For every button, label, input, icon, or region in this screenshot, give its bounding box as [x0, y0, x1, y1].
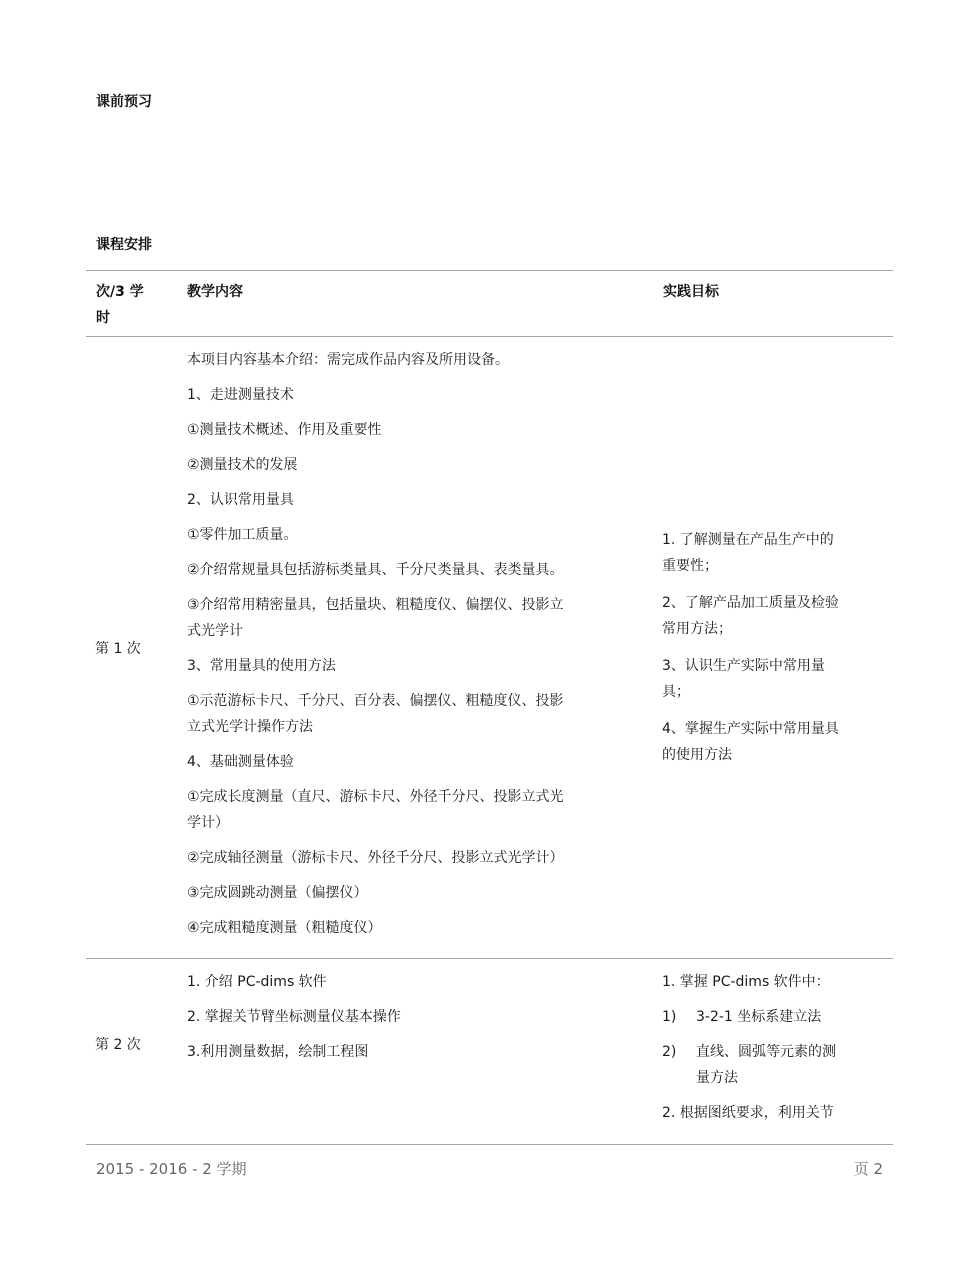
paragraph [662, 590, 839, 642]
footer-page-number: 页 2 [853, 1160, 883, 1178]
text-line: 2、认识常用量具 [187, 492, 294, 508]
paragraph [187, 1039, 401, 1065]
header-bottom-rule [86, 336, 893, 337]
text-line: ③完成圆跳动测量（偏摆仪） [187, 885, 368, 901]
text-line: 4、掌握生产实际中常用量具 [662, 721, 839, 737]
header-content: 教学内容 [187, 284, 243, 300]
paragraph [662, 653, 839, 705]
text-line: 3-2-1 坐标系建立法 [696, 1009, 822, 1025]
paragraph [187, 487, 564, 513]
paragraph [187, 880, 564, 906]
text-line: ①完成长度测量（直尺、游标卡尺、外径千分尺、投影立式光 [187, 789, 564, 805]
sub-list-number: 2) [662, 1044, 677, 1060]
header-session-line: 次/3 学 [96, 284, 144, 300]
text-line: 本项目内容基本介绍：需完成作品内容及所用设备。 [187, 352, 509, 368]
paragraph [187, 915, 564, 941]
paragraph [187, 969, 401, 995]
sub-list-text [696, 1039, 836, 1091]
row-divider [86, 958, 893, 959]
row1-goals [662, 527, 839, 779]
goal-intro: 1. 掌握 PC-dims 软件中： [662, 974, 830, 990]
row1-content [187, 347, 564, 950]
text-line: 1. 了解测量在产品生产中的 [662, 532, 834, 548]
row2-content [187, 969, 401, 1074]
paragraph [187, 653, 564, 679]
paragraph [187, 592, 564, 644]
paragraph [187, 382, 564, 408]
row2-goals [662, 969, 836, 1126]
text-line: ①示范游标卡尺、千分尺、百分表、偏摆仪、粗糙度仪、投影 [187, 693, 564, 709]
text-line: ②测量技术的发展 [187, 457, 298, 473]
text-line: 重要性； [662, 558, 718, 574]
text-line: ②完成轴径测量（游标卡尺、外径千分尺、投影立式光学计） [187, 850, 564, 866]
text-line: 4、基础测量体验 [187, 754, 294, 770]
paragraph [187, 784, 564, 836]
header-goal: 实践目标 [663, 284, 719, 300]
header-session [96, 279, 144, 331]
text-line: 直线、圆弧等元素的测 [696, 1044, 836, 1060]
text-line: 3、常用量具的使用方法 [187, 658, 336, 674]
text-line: 立式光学计操作方法 [187, 719, 313, 735]
footer-term: 2015 - 2016 - 2 学期 [96, 1160, 247, 1178]
text-line: ③介绍常用精密量具，包括量块、粗糙度仪、偏摆仪、投影立 [187, 597, 564, 613]
paragraph [187, 1004, 401, 1030]
text-line: 3、认识生产实际中常用量 [662, 658, 825, 674]
row1-session: 第 1 次 [95, 641, 141, 657]
text-line: 3.利用测量数据，绘制工程图 [187, 1044, 369, 1060]
text-line: 1. 介绍 PC-dims 软件 [187, 974, 327, 990]
row2-session: 第 2 次 [95, 1037, 141, 1053]
text-line: ①测量技术概述、作用及重要性 [187, 422, 382, 438]
text-line: 2、了解产品加工质量及检验 [662, 595, 839, 611]
text-line: 2. 掌握关节臂坐标测量仪基本操作 [187, 1009, 401, 1025]
text-line: ②介绍常规量具包括游标类量具、千分尺类量具、表类量具。 [187, 562, 564, 578]
paragraph [187, 557, 564, 583]
paragraph [187, 347, 564, 373]
text-line: 学计） [187, 815, 229, 831]
paragraph [187, 452, 564, 478]
section-title-schedule: 课程安排 [96, 237, 152, 253]
text-line: ①零件加工质量。 [187, 527, 298, 543]
text-line: 常用方法； [662, 621, 732, 637]
paragraph [662, 716, 839, 768]
paragraph [187, 845, 564, 871]
text-line: ④完成粗糙度测量（粗糙度仪） [187, 920, 382, 936]
paragraph [187, 749, 564, 775]
paragraph [187, 522, 564, 548]
goal-after: 2. 根据图纸要求，利用关节 [662, 1105, 834, 1121]
table-top-rule [86, 270, 893, 271]
text-line: 具； [662, 684, 690, 700]
text-line: 量方法 [696, 1070, 738, 1086]
sub-list-number: 1) [662, 1009, 677, 1025]
section-title-preview: 课前预习 [96, 94, 152, 110]
goal-sublist [662, 1004, 836, 1091]
text-line: 的使用方法 [662, 747, 732, 763]
paragraph [662, 527, 839, 579]
sub-list-item [662, 1004, 836, 1030]
text-line: 式光学计 [187, 623, 243, 639]
table-bottom-rule [86, 1144, 893, 1145]
text-line: 1、走进测量技术 [187, 387, 294, 403]
paragraph [187, 688, 564, 740]
sub-list-item [662, 1039, 836, 1091]
paragraph [187, 417, 564, 443]
sub-list-text [696, 1004, 821, 1030]
header-session-line: 时 [96, 310, 110, 326]
